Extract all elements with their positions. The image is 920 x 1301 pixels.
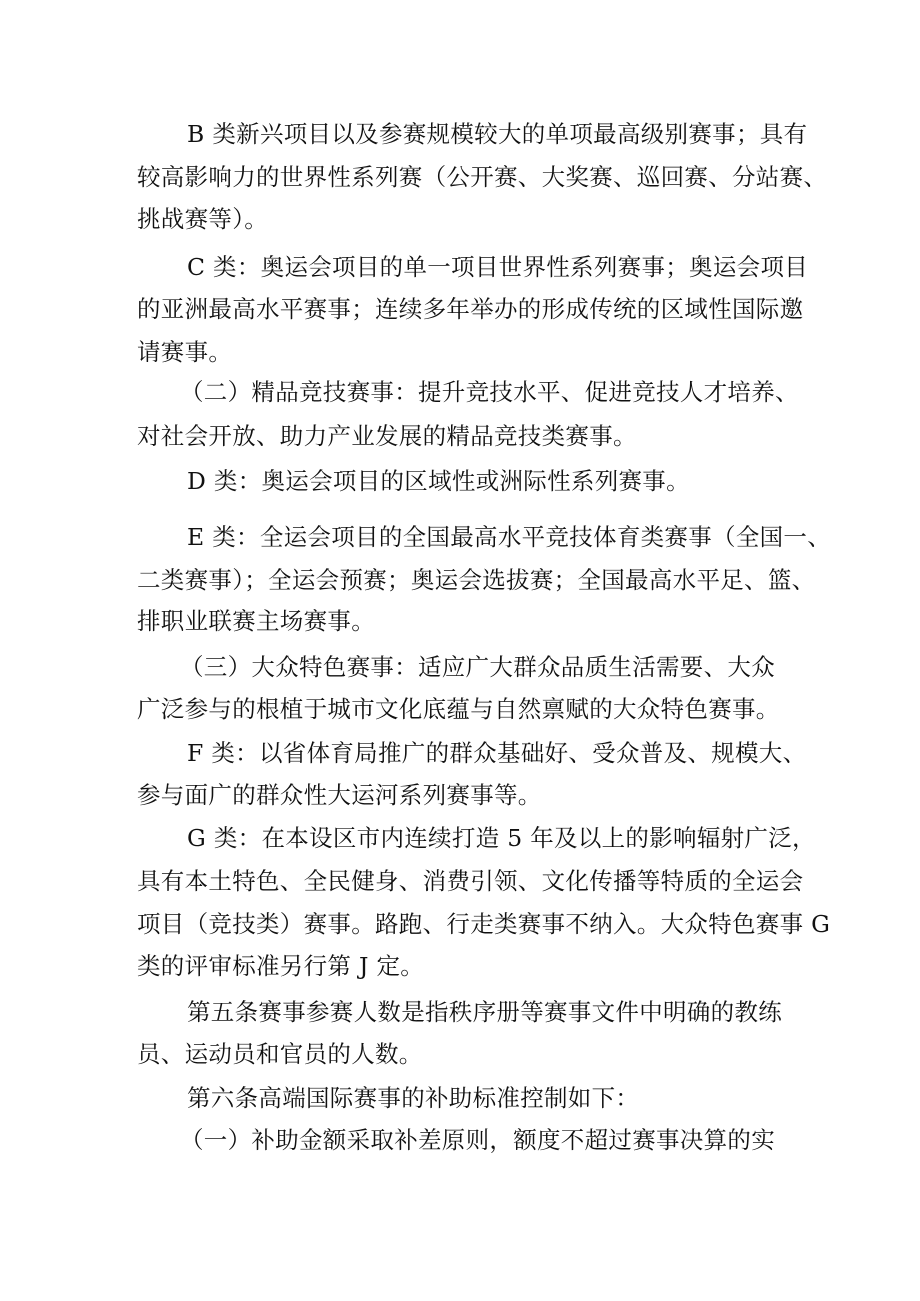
paragraph-e-class-line-1: E 类：全运会项目的全国最高水平竞技体育类赛事（全国一、 xyxy=(187,523,832,551)
paragraph-b-class-line-1: B 类新兴项目以及参赛规模较大的单项最高级别赛事；具有 xyxy=(187,120,808,148)
paragraph-e-class-line-2: 二类赛事）；全运会预赛；奥运会选拔赛；全国最高水平足、篮、 xyxy=(137,566,816,594)
paragraph-section-2-line-1: （二）精品竞技赛事：提升竞技水平、促进竞技人才培养、 xyxy=(180,378,799,406)
paragraph-f-class-line-1: F 类：以省体育局推广的群众基础好、受众普及、规模大、 xyxy=(187,739,807,767)
paragraph-g-class-line-1: G 类：在本设区市内连续打造 5 年及以上的影响辐射广泛， xyxy=(187,824,816,852)
paragraph-d-class-line-1: D 类：奥运会项目的区域性或洲际性系列赛事。 xyxy=(187,467,690,495)
paragraph-c-class-line-3: 请赛事。 xyxy=(137,338,233,366)
paragraph-g-class-line-4: 类的评审标准另行第 J 定。 xyxy=(137,952,425,980)
paragraph-section-3-line-1: （三）大众特色赛事：适应广大群众品质生活需要、大众 xyxy=(180,653,775,681)
paragraph-g-class-line-3: 项目（竞技类）赛事。路跑、行走类赛事不纳入。大众特色赛事 G xyxy=(137,910,831,938)
paragraph-article-5-line-1: 第五条赛事参赛人数是指秩序册等赛事文件中明确的教练 xyxy=(187,998,782,1026)
paragraph-e-class-line-3: 排职业联赛主场赛事。 xyxy=(137,607,375,635)
paragraph-g-class-line-2: 具有本土特色、全民健身、消费引领、文化传播等特质的全运会 xyxy=(137,867,804,895)
paragraph-b-class-line-3: 挑战赛等）。 xyxy=(137,205,269,233)
paragraph-section-2-line-2: 对社会开放、助力产业发展的精品竞技类赛事。 xyxy=(137,422,637,450)
paragraph-c-class-line-2: 的亚洲最高水平赛事；连续多年举办的形成传统的区域性国际邀 xyxy=(137,295,804,323)
paragraph-section-1-line-1: （一）补助金额采取补差原则，额度不超过赛事决算的实 xyxy=(180,1126,775,1154)
paragraph-section-3-line-2: 广泛参与的根植于城市文化底蕴与自然禀赋的大众特色赛事。 xyxy=(137,695,780,723)
paragraph-article-6-line-1: 第六条高端国际赛事的补助标准控制如下： xyxy=(187,1084,640,1112)
paragraph-b-class-line-2: 较高影响力的世界性系列赛（公开赛、大奖赛、巡回赛、分站赛、 xyxy=(137,163,828,191)
paragraph-f-class-line-2: 参与面广的群众性大运河系列赛事等。 xyxy=(137,781,542,809)
paragraph-article-5-line-2: 员、运动员和官员的人数。 xyxy=(137,1040,423,1068)
paragraph-c-class-line-1: C 类：奥运会项目的单一项目世界性系列赛事；奥运会项目 xyxy=(187,253,809,281)
